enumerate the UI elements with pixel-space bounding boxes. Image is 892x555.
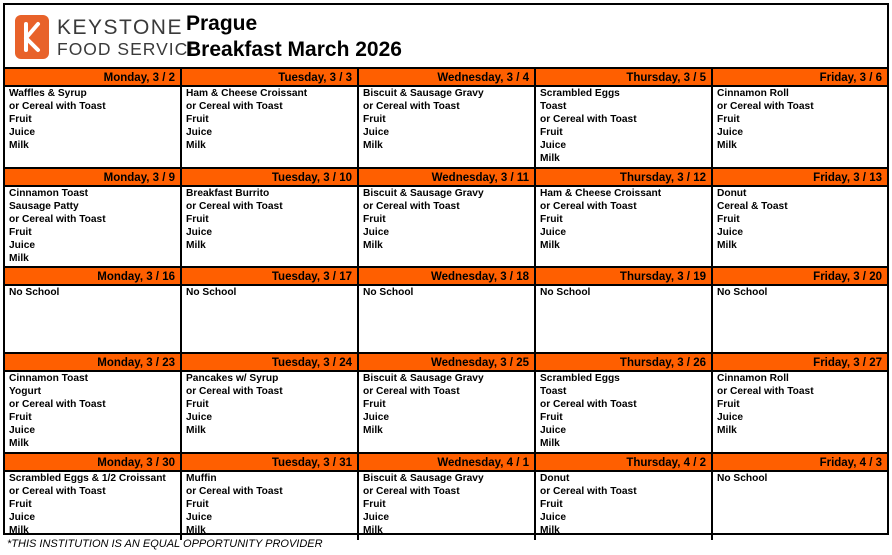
menu-sheet [3, 3, 889, 535]
menu-item: Juice [186, 411, 213, 423]
menu-item: Cereal & Toast [717, 200, 788, 212]
day-header: Tuesday, 3 / 17 [182, 268, 357, 286]
menu-item: Cinnamon Toast [9, 188, 89, 199]
day-header: Thursday, 3 / 5 [536, 69, 711, 87]
menu-item: or Cereal with Toast [186, 385, 283, 397]
menu-items [5, 187, 180, 265]
week-row [5, 454, 887, 540]
day-cell [713, 169, 887, 268]
menu-item: Milk [186, 139, 206, 151]
menu-items [359, 372, 534, 438]
day-cell [359, 354, 536, 454]
week-row [5, 69, 887, 169]
day-cell [536, 169, 713, 268]
menu-item: Milk [9, 252, 29, 264]
menu-item: Ham & Cheese Croissant [540, 188, 662, 199]
menu-item: Fruit [363, 113, 386, 125]
menu-item: Milk [186, 424, 206, 436]
day-cell [359, 454, 536, 540]
menu-items [713, 372, 887, 438]
menu-item: Fruit [363, 213, 386, 225]
menu-items [359, 87, 534, 153]
menu-item: Juice [363, 226, 390, 238]
menu-item: Fruit [540, 411, 563, 423]
menu-item: Juice [717, 126, 744, 138]
menu-item: or Cereal with Toast [363, 485, 460, 497]
day-header: Thursday, 4 / 2 [536, 454, 711, 472]
day-cell [5, 69, 182, 169]
menu-items [182, 372, 357, 438]
menu-item: Fruit [540, 498, 563, 510]
menu-item: Muffin [186, 473, 217, 484]
menu-item: Fruit [717, 113, 740, 125]
keystone-k-icon [15, 15, 49, 59]
menu-item: Biscuit & Sausage Gravy [363, 373, 484, 384]
menu-item: Fruit [186, 398, 209, 410]
menu-item: Juice [540, 226, 567, 238]
menu-item: Juice [186, 511, 213, 523]
menu-item: No School [717, 473, 768, 484]
menu-item: Juice [363, 511, 390, 523]
menu-item: Milk [363, 239, 383, 251]
menu-item: Biscuit & Sausage Gravy [363, 88, 484, 99]
menu-item: Milk [717, 424, 737, 436]
menu-item: Breakfast Burrito [186, 188, 270, 199]
menu-item: Milk [363, 424, 383, 436]
menu-item: Fruit [9, 411, 32, 423]
menu-item: Juice [717, 411, 744, 423]
menu-items [536, 472, 711, 538]
menu-item: Milk [540, 152, 560, 164]
menu-item: or Cereal with Toast [363, 385, 460, 397]
menu-items [536, 372, 711, 450]
day-cell [536, 268, 713, 354]
menu-item: Fruit [186, 213, 209, 225]
menu-items [182, 87, 357, 153]
menu-item: Juice [9, 126, 36, 138]
menu-item: Fruit [9, 226, 32, 238]
menu-item: Juice [717, 226, 744, 238]
menu-items [359, 472, 534, 538]
day-header: Wednesday, 3 / 4 [359, 69, 534, 87]
menu-item: or Cereal with Toast [540, 485, 637, 497]
day-header: Thursday, 3 / 12 [536, 169, 711, 187]
menu-item: Juice [540, 139, 567, 151]
day-cell [536, 69, 713, 169]
day-header: Tuesday, 3 / 3 [182, 69, 357, 87]
menu-items [713, 472, 887, 486]
day-header: Wednesday, 4 / 1 [359, 454, 534, 472]
menu-item: Waffles & Syrup [9, 88, 87, 99]
menu-items [5, 372, 180, 450]
day-header: Monday, 3 / 9 [5, 169, 180, 187]
school-name: Prague [186, 12, 258, 35]
menu-item: Milk [717, 139, 737, 151]
menu-item: Scrambled Eggs [540, 373, 620, 384]
menu-item: or Cereal with Toast [540, 113, 637, 125]
day-cell [182, 268, 359, 354]
menu-item: Fruit [186, 113, 209, 125]
menu-item: or Cereal with Toast [9, 100, 106, 112]
day-cell [536, 454, 713, 540]
menu-item: Juice [9, 424, 36, 436]
menu-item: Fruit [540, 213, 563, 225]
day-header: Monday, 3 / 23 [5, 354, 180, 372]
menu-items [182, 187, 357, 253]
menu-item: Milk [717, 239, 737, 251]
menu-items [536, 187, 711, 253]
menu-item: Milk [186, 239, 206, 251]
menu-item: No School [9, 287, 60, 298]
menu-item: Cinnamon Toast [9, 373, 89, 384]
day-header: Thursday, 3 / 19 [536, 268, 711, 286]
day-cell [182, 454, 359, 540]
menu-items [182, 472, 357, 538]
day-cell [5, 354, 182, 454]
menu-item: Juice [186, 226, 213, 238]
menu-item: Milk [186, 524, 206, 536]
menu-item: Fruit [540, 126, 563, 138]
week-row [5, 354, 887, 454]
menu-items [713, 187, 887, 253]
menu-item: Milk [540, 437, 560, 449]
menu-items [536, 87, 711, 165]
day-header: Wednesday, 3 / 25 [359, 354, 534, 372]
menu-header [5, 5, 887, 69]
menu-item: Cinnamon Roll [717, 88, 789, 99]
menu-item: or Cereal with Toast [540, 398, 637, 410]
menu-items [5, 87, 180, 153]
menu-items [713, 87, 887, 153]
menu-item: Milk [9, 524, 29, 536]
menu-item: Juice [363, 126, 390, 138]
menu-item: Fruit [363, 498, 386, 510]
menu-item: Milk [9, 437, 29, 449]
menu-item: Donut [540, 473, 570, 484]
menu-item: Milk [540, 524, 560, 536]
day-header: Friday, 3 / 13 [713, 169, 887, 187]
menu-item: Yogurt [9, 385, 42, 397]
day-cell [182, 169, 359, 268]
day-header: Tuesday, 3 / 24 [182, 354, 357, 372]
menu-item: or Cereal with Toast [9, 398, 106, 410]
logo-subtitle: FOOD SERVICE [57, 39, 201, 59]
day-cell [182, 354, 359, 454]
menu-item: No School [540, 287, 591, 298]
menu-items [359, 286, 534, 300]
day-header: Friday, 4 / 3 [713, 454, 887, 472]
day-cell [182, 69, 359, 169]
menu-item: Donut [717, 188, 747, 199]
menu-item: Fruit [717, 213, 740, 225]
day-header: Monday, 3 / 16 [5, 268, 180, 286]
menu-item: or Cereal with Toast [186, 200, 283, 212]
menu-item: Juice [9, 511, 36, 523]
menu-item: Milk [540, 239, 560, 251]
day-header: Thursday, 3 / 26 [536, 354, 711, 372]
day-cell [359, 169, 536, 268]
day-header: Monday, 3 / 30 [5, 454, 180, 472]
menu-title: Breakfast March 2026 [186, 38, 402, 61]
menu-item: Toast [540, 385, 567, 397]
menu-item: Scrambled Eggs & 1/2 Croissant [9, 473, 166, 484]
day-header: Wednesday, 3 / 11 [359, 169, 534, 187]
menu-item: Fruit [186, 498, 209, 510]
menu-items [536, 286, 711, 300]
keystone-logo [15, 15, 201, 59]
day-cell [713, 69, 887, 169]
menu-item: No School [186, 287, 237, 298]
menu-item: Juice [186, 126, 213, 138]
week-row [5, 169, 887, 268]
menu-item: Sausage Patty [9, 200, 79, 212]
day-header: Monday, 3 / 2 [5, 69, 180, 87]
menu-item: Fruit [9, 498, 32, 510]
menu-item: No School [717, 287, 768, 298]
menu-items [713, 286, 887, 300]
menu-item: Milk [363, 139, 383, 151]
day-header: Tuesday, 3 / 31 [182, 454, 357, 472]
menu-item: Fruit [9, 113, 32, 125]
menu-item: Juice [9, 239, 36, 251]
menu-item: Juice [363, 411, 390, 423]
menu-items [5, 286, 180, 300]
menu-item: Juice [540, 424, 567, 436]
day-header: Friday, 3 / 20 [713, 268, 887, 286]
day-cell [536, 354, 713, 454]
day-cell [713, 454, 887, 540]
day-header: Friday, 3 / 6 [713, 69, 887, 87]
menu-item: Milk [363, 524, 383, 536]
day-header: Tuesday, 3 / 10 [182, 169, 357, 187]
menu-item: or Cereal with Toast [717, 100, 814, 112]
day-cell [5, 169, 182, 268]
logo-name: KEYSTONE [57, 16, 183, 39]
menu-item: or Cereal with Toast [363, 200, 460, 212]
menu-item: or Cereal with Toast [186, 485, 283, 497]
menu-item: No School [363, 287, 414, 298]
menu-item: Pancakes w/ Syrup [186, 373, 279, 384]
menu-item: Ham & Cheese Croissant [186, 88, 308, 99]
day-cell [359, 69, 536, 169]
menu-item: Biscuit & Sausage Gravy [363, 473, 484, 484]
equal-opportunity-footer: *THIS INSTITUTION IS AN EQUAL OPPORTUNITY PROVIDER [7, 538, 323, 550]
menu-items [182, 286, 357, 300]
menu-items [5, 472, 180, 538]
menu-item: Toast [540, 100, 567, 112]
day-cell [713, 354, 887, 454]
day-header: Wednesday, 3 / 18 [359, 268, 534, 286]
menu-item: or Cereal with Toast [363, 100, 460, 112]
menu-item: Biscuit & Sausage Gravy [363, 188, 484, 199]
menu-item: Scrambled Eggs [540, 88, 620, 99]
week-row [5, 268, 887, 354]
menu-item: Fruit [717, 398, 740, 410]
menu-item: Milk [9, 139, 29, 151]
menu-item: Fruit [363, 398, 386, 410]
menu-item: Cinnamon Roll [717, 373, 789, 384]
day-cell [713, 268, 887, 354]
menu-item: or Cereal with Toast [717, 385, 814, 397]
menu-items [359, 187, 534, 253]
day-cell [5, 268, 182, 354]
day-cell [359, 268, 536, 354]
day-header: Friday, 3 / 27 [713, 354, 887, 372]
menu-item: or Cereal with Toast [9, 485, 106, 497]
menu-item: Juice [540, 511, 567, 523]
menu-item: or Cereal with Toast [186, 100, 283, 112]
menu-item: or Cereal with Toast [9, 213, 106, 225]
menu-item: or Cereal with Toast [540, 200, 637, 212]
day-cell [5, 454, 182, 540]
menu-calendar-grid [5, 69, 887, 540]
